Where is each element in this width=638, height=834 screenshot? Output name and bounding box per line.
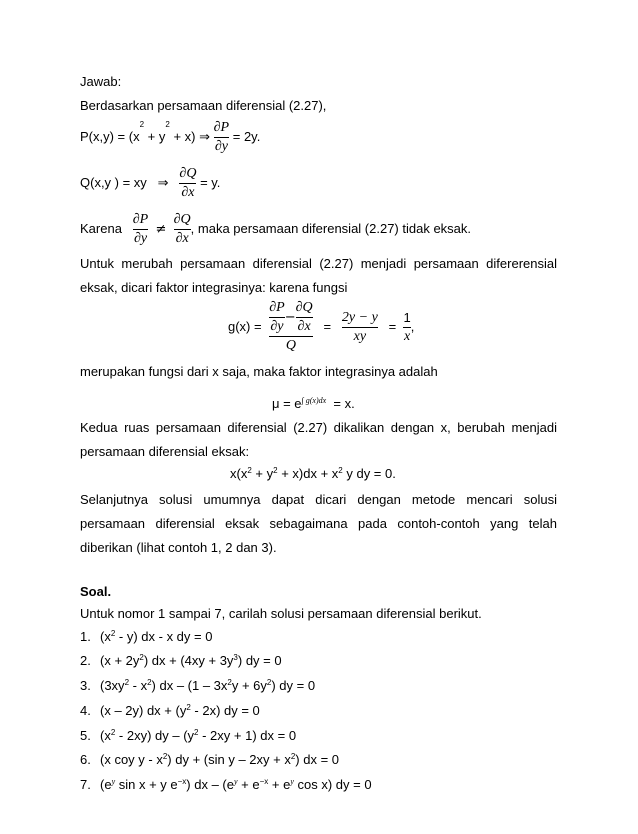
paragraph-2: merupakan fungsi dari x saja, maka faktor integrasinya adalah [80,364,438,379]
paragraph-3-line-1: Kedua ruas persamaan diferensial (2.27) dikalikan dengan x, berubah menjadi [80,420,557,435]
paragraph-1-line-1: Untuk merubah persamaan diferensial (2.27) menjadi persamaan difererensial [80,256,557,271]
exercise-item-2: 2. $(x + 2y^2)$ dx + $(4xy + 3y^3)$ dy = 0 [80,653,282,668]
dp-dy-fraction: $\frac{\partial P}{\partial y}$ [213,120,230,154]
paragraph-4-line-2: persamaan diferensial eksak sebagaimana pada contoh-contoh yang telah [80,516,557,531]
paragraph-3-line-2: persamaan diferensial eksak: [80,444,250,459]
exercise-item-7: 7. ($e^y$ sin x + y $e^{-x}$) dx – ($e^y + e^{-x} + e^y$ cos x) dy = 0 [80,777,372,792]
intro-text: Berdasarkan persamaan diferensial (2.27), [80,98,327,113]
paragraph-4-line-1: Selanjutnya solusi umumnya dapat dicari dengan metode mencari solusi [80,492,557,507]
paragraph-4-line-3: diberikan (lihat contoh 1, 2 dan 3). [80,540,277,555]
exercise-item-4: 4. (x – 2y) dx + $(y^2 - 2x)$ dy = 0 [80,703,260,718]
paragraph-1-line-2: eksak, dicari faktor integrasinya: karena fungsi [80,280,348,295]
answer-label: Jawab: [80,74,122,89]
exercise-item-5: 5. $(x^2 - 2xy)$ dy – $(y^2 - 2xy + 1)$ dx = 0 [80,728,297,743]
gx-equation: g(x) = $\frac{\partial P}{\partial y}$ − $\frac{\partial Q}{\partial x}$ Q = $\frac{2y - y}{xy}$ = $\frac{1}{x}$ , [228,300,415,353]
exercise-intro: Untuk nomor 1 sampai 7, carilah solusi persamaan diferensial berikut. [80,606,482,621]
mu-equation: $\mu = e^{\int g(x)dx} = x$. [272,396,355,411]
gx-compound-fraction: $\frac{\partial P}{\partial y}$ − $\frac{\partial Q}{\partial x}$ Q [269,300,313,353]
exact-equation: $x(x^2 + y^2 + x)dx + x^2$ y dy = 0. [230,466,396,481]
dq-dx-fraction: $\frac{\partial Q}{\partial x}$ [179,166,197,200]
exercise-item-3: 3. $(3xy^2 - x^2)$ dx – $(1 - 3x^2y + 6y^2)$ dy = 0 [80,678,316,693]
q-definition: Q(x,y ) = xy ⇒ $\frac{\partial Q}{\partial x}$ = y. [80,166,221,200]
exercise-item-1: 1. $(x^2 - y)$ dx - x dy = 0 [80,629,213,644]
karena-line: Karena $\frac{\partial P}{\partial y}$ ≠ $\frac{\partial Q}{\partial x}$ , maka persamaan diferensial (2.27) tidak eksak. [80,212,472,246]
exercise-item-6: 6. (x coy y - $x^2$) dy + (sin $y - 2xy + x^2$) dx = 0 [80,752,340,767]
exercise-heading: Soal. [80,584,112,599]
p-definition: $P(x,y) = (x^2 + y^2 + x)$ ⇒ $\frac{\partial P}{\partial y}$ = 2y. [80,120,261,154]
